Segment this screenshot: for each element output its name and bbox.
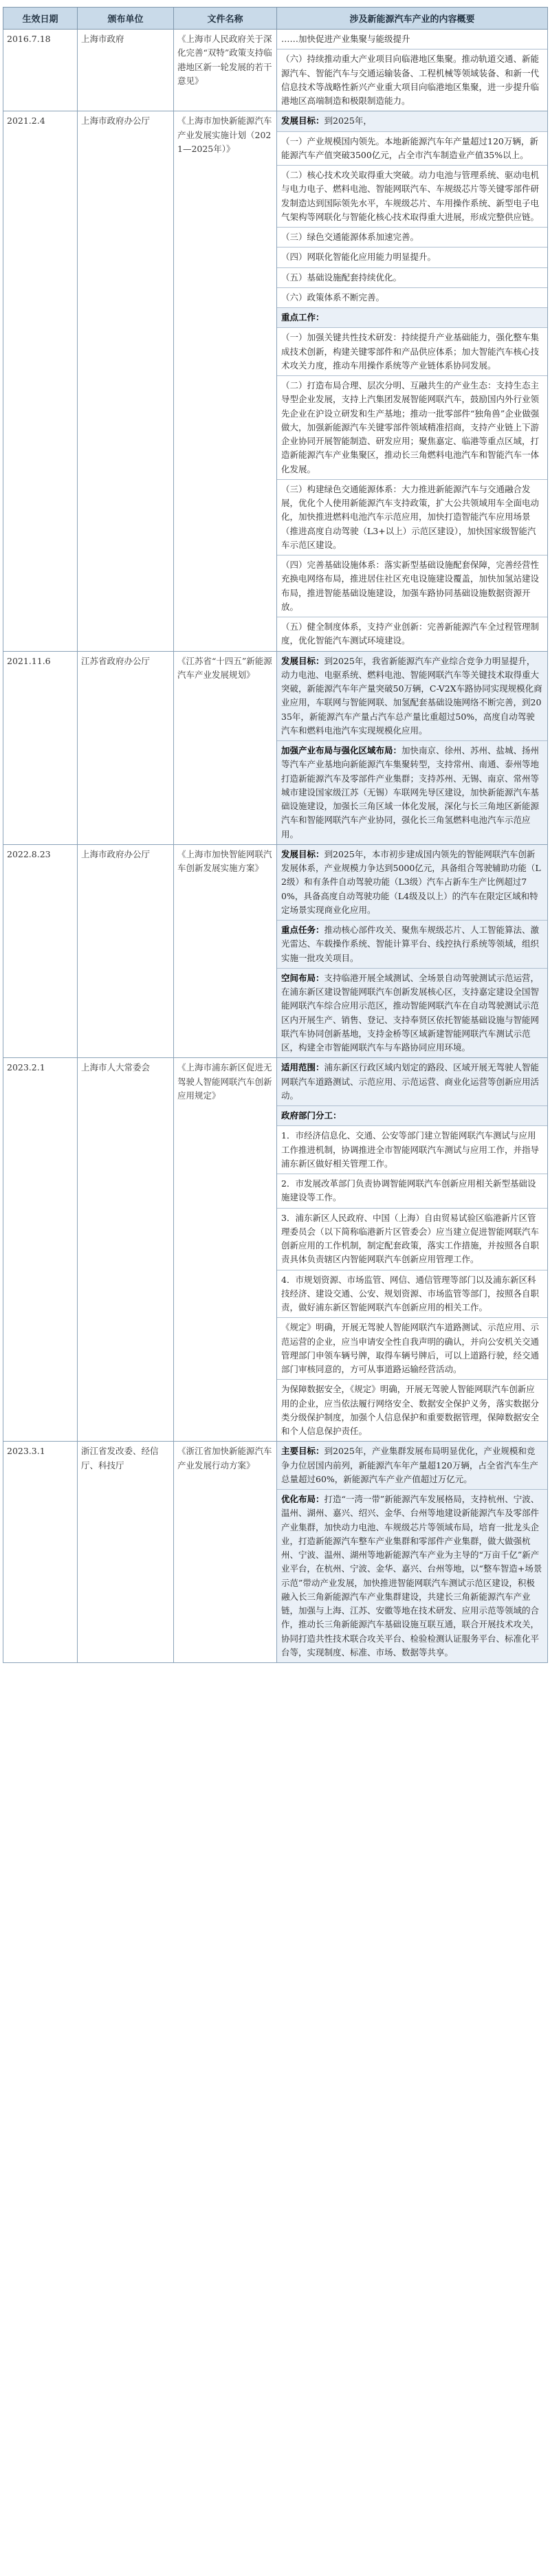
document-name: 《上海市加快新能源汽车产业发展实施计划（2021—2025年）》 <box>174 111 277 651</box>
block-text: 1．市经济信息化、交通、公安等部门建立智能网联汽车测试与应用工作推进机制，协调推进全市智能网联汽车测试与应用工作，并指导浦东新区做好相关管理工作。 <box>281 1130 540 1169</box>
block-text: 到2025年，产业集群发展布局明显优化，产业规模和竞争力位居国内前列，新能源汽车年产量超120万辆，占全省汽车生产总量超过60%，新能源汽车产业产值超过万亿元。 <box>281 1446 538 1484</box>
table-row <box>3 111 548 651</box>
effective-date: 2021.2.4 <box>3 111 78 651</box>
content-block <box>277 741 547 844</box>
effective-date: 2023.2.1 <box>3 1058 78 1442</box>
block-heading: 发展目标： <box>281 848 324 859</box>
block-heading: 加强产业布局与强化区域布局： <box>281 745 402 756</box>
content-summary <box>277 844 548 1058</box>
block-text: （一）加强关键共性技术研发：持续提升产业基础能力，强化整车集成技术创新，构建关键零部件和产品供应体系；加大智能汽车核心技术攻关力度，推动车用操作系统等产业链体系协同发展。 <box>281 332 540 371</box>
content-block <box>277 1380 547 1441</box>
block-text: 打造“一湾一带”新能源汽车发展格局，支持杭州、宁波、温州、湖州、嘉兴、绍兴、金华、台州等地建设新能源汽车及零部件产业集群，加快动力电池、车规级芯片等领域布局，培育一批龙头企业，打造新能源汽车整车产业集群和零部件产业集群，做大做强杭州、宁波、温州、湖州等地新能源汽车产业为主导的“万亩千亿”新产业平台，在杭州、宁波、金华、嘉兴、台州等地，以“整车智造+场景示范”带动产业发展，加快推进智能网联汽车测试示范区建设，积极融入长三角新能源汽车产业集群建设，共建长三角新能源汽车产业链，加强与上海、江苏、安徽等地在技术研发、应用示范等领域的合作，推动长三角新能源汽车基础设施互联互通，联合开展技术攻关，协同打造共性技术联合攻关平台、检验检测认证服务平台、标准化平台等，实现制度、标准、市场、数据等共享。 <box>281 1494 542 1658</box>
content-block <box>277 288 547 308</box>
block-heading: 发展目标： <box>281 655 324 666</box>
effective-date: 2021.11.6 <box>3 651 78 844</box>
block-heading: 重点工作： <box>281 312 324 322</box>
block-text: （二）核心技术攻关取得重大突破。动力电池与管理系统、驱动电机与电力电子、燃料电池、智能网联汽车、车规级芯片等关键零部件研发制造达到国际领先水平，车规级芯片、车用操作系统、新型电子电气架构等网联化与智能化核心技术取得重大进展，形成完整供应链。 <box>281 170 540 222</box>
content-block <box>277 617 547 651</box>
table-row <box>3 844 548 1058</box>
header-agency: 颁布单位 <box>78 8 174 30</box>
block-text: 支持临港开展全域测试、全场景自动驾驶测试示范运营，在浦东新区建设智能网联汽车创新发展核心区，支持嘉定建设全国智能网联汽车综合应用示范区，推动智能网联汽车在自动驾驶测试示范区内开展生产、销售、登记、支持奉贤区依托智能基础设施与智能网联汽车协同创新基地，支持金桥等区域新建智能网联汽车测试示范区，构建全市智能网联汽车与车路协同应用环境。 <box>281 972 540 1053</box>
policy-rows <box>3 30 548 1663</box>
content-block <box>277 652 547 742</box>
block-text: ……加快促进产业集聚与能级提升 <box>281 34 410 44</box>
header-content: 涉及新能源汽车产业的内容概要 <box>277 8 548 30</box>
block-text: 3．浦东新区人民政府、中国（上海）自由贸易试验区临港新片区管理委员会（以下简称临港新片区管委会）应当建立促进智能网联汽车创新应用的工作机制，制定配套政策，落实工作措施，并按照各自职责具体负责辖区内智能网联汽车创新应用管理工作。 <box>281 1212 540 1265</box>
block-text: 加快南京、徐州、苏州、盐城、扬州等汽车产业基地向新能源汽车集聚转型，支持常州、南通、泰州等地打造新能源汽车及零部件产业集群；支持苏州、无锡、南京、常州等城市建设国家级江苏（无锡）车联网先导区建设，加快新能源汽车基础设施建设，加强长三角区域一体化发展，深化与长三角地区新能源汽车和智能网联汽车产业协同，强化长三角氢燃料电池汽车示范应用。 <box>281 745 540 839</box>
issuing-agency: 上海市人大常委会 <box>78 1058 174 1442</box>
content-block <box>277 969 547 1058</box>
block-text: （六）持续推动重大产业项目向临港地区集聚。推动轨道交通、新能源汽车、智能汽车与交通运输装备、工程机械等领域装备、和新一代信息技术等战略性新兴产业重大项目向临港地区集聚，进一步提升临港地区高端制造和极限制造能力。 <box>281 54 540 106</box>
content-summary <box>277 1442 548 1663</box>
effective-date: 2016.7.18 <box>3 30 78 111</box>
content-summary <box>277 111 548 651</box>
content-block <box>277 30 547 49</box>
document-name: 《上海市人民政府关于深化完善“双特”政策支持临港地区新一轮发展的若干意见》 <box>174 30 277 111</box>
issuing-agency: 江苏省政府办公厅 <box>78 651 174 844</box>
content-block <box>277 49 547 111</box>
document-name: 《江苏省“十四五”新能源汽车产业发展规划》 <box>174 651 277 844</box>
block-heading: 优化布局： <box>281 1494 324 1504</box>
block-text: 4．市规划资源、市场监管、网信、通信管理等部门以及浦东新区科技经济、建设交通、公安、规划资源、市场监管等部门，按照各自职责，做好浦东新区智能网联汽车创新应用的相关工作。 <box>281 1274 540 1312</box>
policy-table <box>3 7 548 1663</box>
document-name: 《上海市加快智能网联汽车创新发展实施方案》 <box>174 844 277 1058</box>
content-block <box>277 166 547 228</box>
block-text: （五）健全制度体系，支持产业创新：完善新能源汽车全过程管理制度，优化智能汽车测试环境建设。 <box>281 621 540 646</box>
block-text: （二）打造布局合理、层次分明、互融共生的产业生态：支持生态主导型企业发展，支持上汽集团发展智能网联汽车，鼓励国内外行业领先企业在沪设立研发和生产基地；推动一批零部件“独角兽”企业做强做大，加强新能源汽车关键零部件领域精准招商，支持产业链上下游企业协同开展智能制造、研发应用；聚焦嘉定、临港等重点区域，打造新能源汽车产业集聚区，推动长三角燃料电池汽车和智能汽车一体化发展。 <box>281 380 540 474</box>
effective-date: 2022.8.23 <box>3 844 78 1058</box>
content-block <box>277 228 547 247</box>
block-heading: 适用范围： <box>281 1062 324 1073</box>
content-summary <box>277 1058 548 1442</box>
content-block <box>277 268 547 288</box>
block-text: 到2025年， <box>324 115 372 126</box>
block-heading: 政府部门分工： <box>281 1110 342 1121</box>
content-block <box>277 1490 547 1662</box>
issuing-agency: 上海市政府办公厅 <box>78 111 174 651</box>
issuing-agency: 上海市政府 <box>78 30 174 111</box>
content-block <box>277 845 547 921</box>
content-block <box>277 1442 547 1490</box>
table-row <box>3 1058 548 1442</box>
content-block <box>277 1058 547 1106</box>
block-heading: 空间布局： <box>281 972 324 983</box>
block-text: （一）产业规模国内领先。本地新能源汽车年产量超过120万辆，新能源汽车产值突破3500亿元，占全市汽车制造业产值35%以上。 <box>281 135 538 160</box>
content-block <box>277 1126 547 1174</box>
content-block <box>277 1174 547 1209</box>
content-block <box>277 247 547 267</box>
content-block <box>277 1270 547 1319</box>
content-block <box>277 1318 547 1380</box>
block-text: 浦东新区行政区域内划定的路段、区域开展无驾驶人智能网联汽车道路测试、示范应用、示范运营、商业化运营等创新应用活动。 <box>281 1062 540 1101</box>
content-block <box>277 132 547 166</box>
issuing-agency: 浙江省发改委、经信厅、科技厅 <box>78 1442 174 1663</box>
block-text: （四）完善基础设施体系：落实新型基础设施配套保障，完善经营性充换电网络布局，推进居住社区充电设施建设覆盖，加快加氢站建设布局，推进智能基础设施建设，加强车路协同基础设施数据资源开放。 <box>281 560 540 612</box>
block-heading: 重点任务： <box>281 925 324 935</box>
block-text: 到2025年，本市初步建成国内领先的智能网联汽车创新发展体系，产业规模力争达到5000亿元，具备组合驾驶辅助功能（L2级）和有条件自动驾驶功能（L3级）汽车占新车生产比例超过70%，具备高度自动驾驶功能（L4级及以上）的汽车在限定区域和特定场景实现商业化应用。 <box>281 848 541 915</box>
document-name: 《浙江省加快新能源汽车产业发展行动方案》 <box>174 1442 277 1663</box>
effective-date: 2023.3.1 <box>3 1442 78 1663</box>
block-heading: 发展目标： <box>281 115 324 126</box>
block-text: （六）政策体系不断完善。 <box>281 291 385 302</box>
content-block <box>277 555 547 617</box>
content-block <box>277 480 547 555</box>
block-text: （三）构建绿色交通能源体系：大力推进新能源汽车与交通融合发展，优化个人使用新能源汽车支持政策，扩大公共领域用车全面电动化，加快推进燃料电池汽车示范应用，加快打造智能汽车应用场景（推进高度自动驾驶（L3+以上）示范区建设），加快国家级智能汽车示范区建设。 <box>281 483 540 550</box>
content-block <box>277 1209 547 1270</box>
content-block <box>277 376 547 480</box>
block-text: 2．市发展改革部门负责协调智能网联汽车创新应用相关新型基础设施建设等工作。 <box>281 1178 536 1203</box>
document-name: 《上海市浦东新区促进无驾驶人智能网联汽车创新应用规定》 <box>174 1058 277 1442</box>
block-text: （五）基础设施配套持续优化。 <box>281 272 402 283</box>
header-row <box>3 8 548 30</box>
block-text: （三）绿色交通能源体系加速完善。 <box>281 232 419 242</box>
block-text: 《规定》明确，开展无驾驶人智能网联汽车道路测试、示范应用、示范运营的企业，应当申请安全性自我声明的确认，并向公安机关交通管理部门申领车辆号牌，取得车辆号牌后，可以上道路行驶，经交通部门审核同意的，方可从事道路运输经营活动。 <box>281 1322 540 1374</box>
table-row <box>3 30 548 111</box>
table-row <box>3 651 548 844</box>
content-block <box>277 308 547 328</box>
content-summary <box>277 30 548 111</box>
content-block <box>277 111 547 131</box>
content-block <box>277 1106 547 1126</box>
table-row <box>3 1442 548 1663</box>
header-document: 文件名称 <box>174 8 277 30</box>
block-heading: 主要目标： <box>281 1446 324 1457</box>
block-text: 推动核心部件攻关、聚焦车规级芯片、人工智能算法、激光雷达、车载操作系统、智能计算平台、线控执行系统等领域，组织实施一批攻关项目。 <box>281 925 540 963</box>
block-text: （四）网联化智能化应用能力明显提升。 <box>281 252 437 263</box>
block-text: 到2025年，我省新能源汽车产业综合竞争力明显提升，动力电池、电驱系统、燃料电池、智能网联汽车等关键技术取得重大突破，新能源汽车年产量突破50万辆，C-V2X车路协同实现规模化商业应用，车联网与智能网联、加氢配套基础设施网络不断完善，到2035年，新能源汽车产量占汽车总产量比重超过50%，高度自动驾驶汽车和燃料电池汽车实现规模化应用。 <box>281 655 542 736</box>
content-block <box>277 921 547 969</box>
content-summary <box>277 651 548 844</box>
header-date: 生效日期 <box>3 8 78 30</box>
block-text: 为保障数据安全，《规定》明确，开展无驾驶人智能网联汽车创新应用的企业，应当依法履行网络安全、数据安全保护义务，落实数据分类分级保护制度，加强个人信息保护和重要数据管理，保障数据安全和个人信息保护责任。 <box>281 1384 540 1436</box>
content-block <box>277 328 547 376</box>
issuing-agency: 上海市政府办公厅 <box>78 844 174 1058</box>
